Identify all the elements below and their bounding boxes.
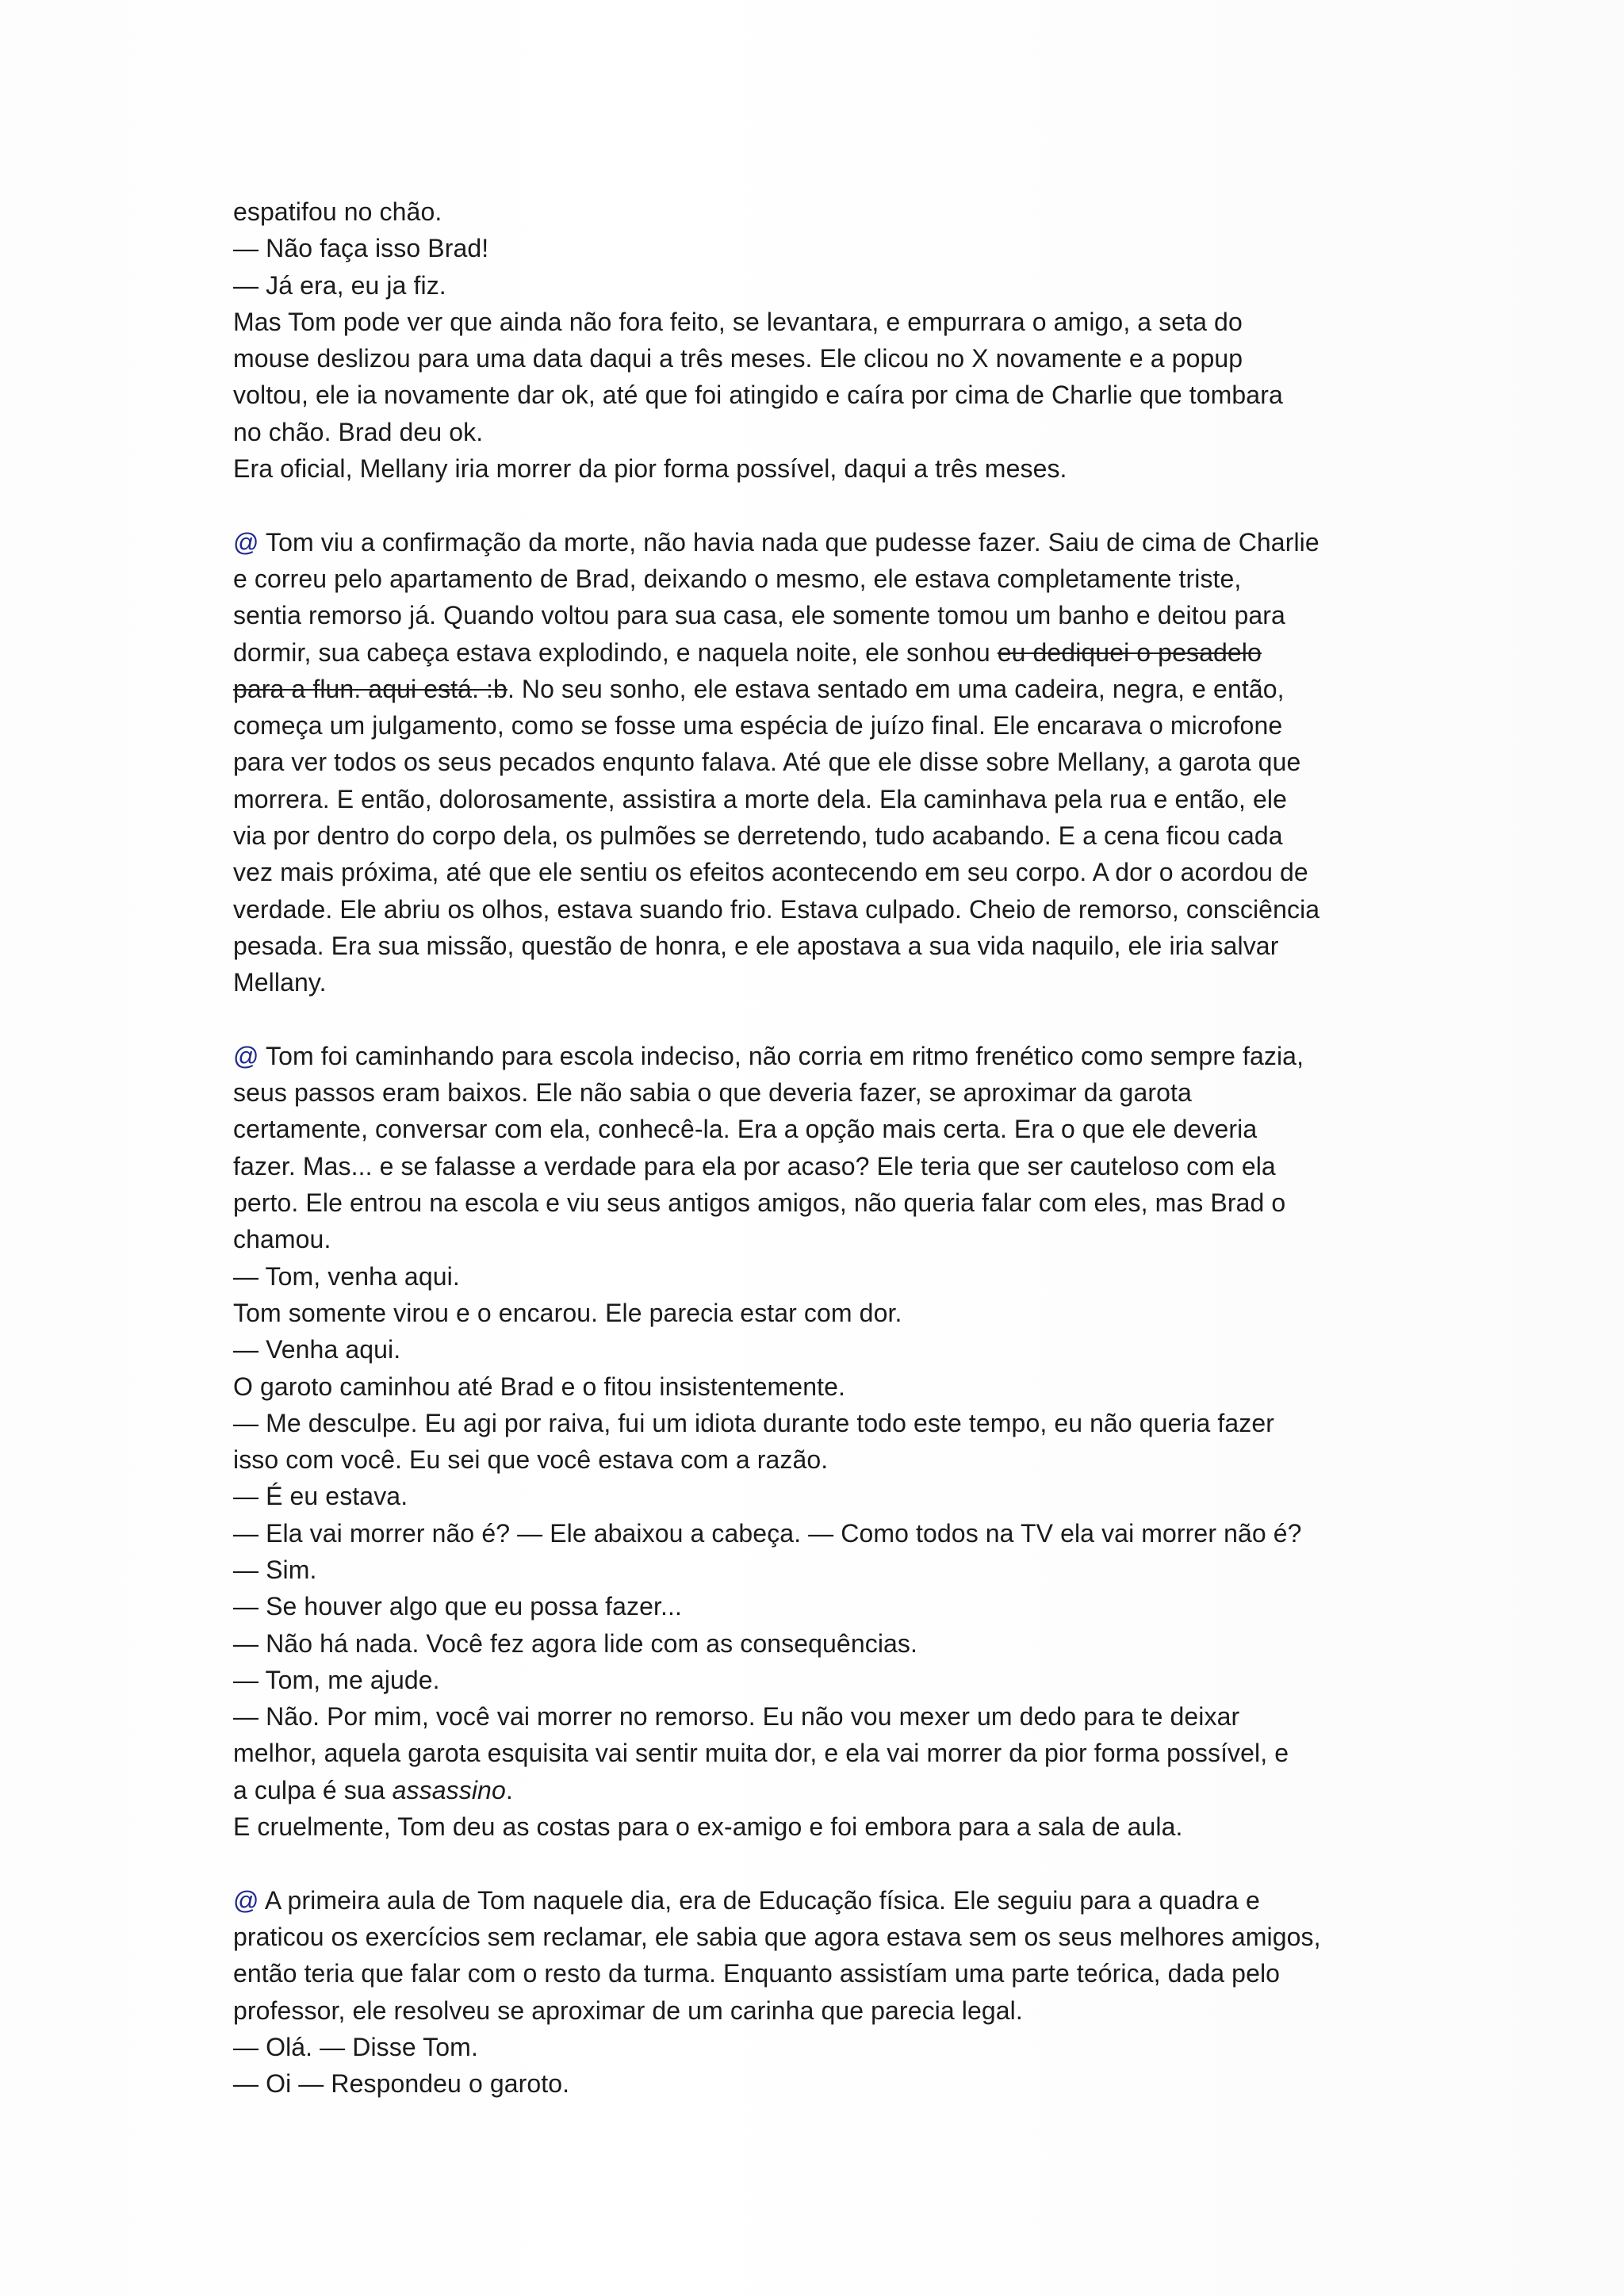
line-text: Mas Tom pode ver que ainda não fora feito, se levantara, e empurrara o amigo, a seta do bbox=[233, 307, 1243, 336]
line-text: chamou. bbox=[233, 1225, 331, 1254]
text-line bbox=[233, 1368, 1399, 1405]
text-line bbox=[233, 340, 1399, 377]
strikethrough-text: eu dediquei o pesadelo bbox=[997, 637, 1262, 667]
text-line bbox=[233, 377, 1399, 413]
text-line bbox=[233, 1588, 1399, 1624]
text-line bbox=[233, 267, 1399, 304]
text-line bbox=[233, 1295, 1399, 1331]
line-text: — Sim. bbox=[233, 1555, 317, 1584]
text-line bbox=[233, 1148, 1399, 1184]
line-text: para ver todos os seus pecados enqunto falava. Até que ele disse sobre Mellany, a garota que bbox=[233, 748, 1301, 777]
line-text: no chão. Brad deu ok. bbox=[233, 417, 484, 446]
line-text: melhor, aquela garota esquisita vai sentir muita dor, e ela vai morrer da pior forma possível, e bbox=[233, 1739, 1289, 1768]
text-line bbox=[233, 1882, 1399, 1919]
line-text: dormir, sua cabeça estava explodindo, e naquela noite, ele sonhou bbox=[233, 637, 998, 667]
line-text: então teria que falar com o resto da turma. Enquanto assistíam uma parte teórica, dada pelo bbox=[233, 1959, 1281, 1988]
line-text: — Olá. — Disse Tom. bbox=[233, 2032, 478, 2061]
text-line bbox=[233, 1038, 1399, 1074]
line-text: a culpa é sua bbox=[233, 1775, 393, 1804]
line-text: O garoto caminhou até Brad e o fitou insistentemente. bbox=[233, 1372, 845, 1401]
line-text: sentia remorso já. Quando voltou para sua casa, ele somente tomou um banho e deitou para bbox=[233, 601, 1285, 630]
line-text: — Se houver algo que eu possa fazer... bbox=[233, 1592, 682, 1621]
text-line bbox=[233, 1405, 1399, 1441]
line-text: — Oi — Respondeu o garoto. bbox=[233, 2069, 570, 2099]
text-line bbox=[233, 1184, 1399, 1221]
line-text: — Não. Por mim, você vai morrer no remorso. Eu não vou mexer um dedo para te deixar bbox=[233, 1702, 1240, 1732]
text-line bbox=[233, 671, 1399, 707]
text-line bbox=[233, 1919, 1399, 1955]
text-line bbox=[233, 964, 1399, 1001]
line-text: pesada. Era sua missão, questão de honra, e ele apostava a sua vida naquilo, ele iria salvar bbox=[233, 931, 1279, 960]
text-line bbox=[233, 1258, 1399, 1295]
text-line bbox=[233, 854, 1399, 890]
line-text: — Ela vai morrer não é? — Ele abaixou a cabeça. — Como todos na TV ela vai morrer não é? bbox=[233, 1518, 1302, 1548]
line-text: mouse deslizou para uma data daqui a três meses. Ele clicou no X novamente e a popup bbox=[233, 344, 1243, 373]
line-text: Era oficial, Mellany iria morrer da pior forma possível, daqui a três meses. bbox=[233, 454, 1067, 484]
text-line bbox=[233, 1698, 1399, 1735]
text-line bbox=[233, 1992, 1399, 2029]
line-text: — Venha aqui. bbox=[233, 1335, 401, 1364]
line-text-end: . bbox=[505, 1775, 513, 1804]
text-line bbox=[233, 2029, 1399, 2065]
paragraph-gap bbox=[233, 487, 1399, 523]
text-line bbox=[233, 1221, 1399, 1257]
text-line bbox=[233, 744, 1399, 780]
strikethrough-text: para a flun. aqui está. :b bbox=[233, 674, 508, 703]
line-text: perto. Ele entrou na escola e viu seus antigos amigos, não queria falar com eles, mas Brad o bbox=[233, 1188, 1286, 1218]
line-text: morrera. E então, dolorosamente, assistira a morte dela. Ela caminhava pela rua e então, ele bbox=[233, 784, 1288, 813]
text-line bbox=[233, 817, 1399, 854]
text-line bbox=[233, 1808, 1399, 1845]
line-text: — Tom, venha aqui. bbox=[233, 1261, 460, 1291]
line-text: Tom viu a confirmação da morte, não havia nada que pudesse fazer. Saiu de cima de Charlie bbox=[259, 527, 1320, 557]
line-text: e correu pelo apartamento de Brad, deixando o mesmo, ele estava completamente triste, bbox=[233, 564, 1242, 593]
line-text: — Já era, eu ja fiz. bbox=[233, 270, 446, 300]
text-line bbox=[233, 1662, 1399, 1698]
text-line bbox=[233, 928, 1399, 964]
text-line bbox=[233, 1074, 1399, 1111]
line-text: — É eu estava. bbox=[233, 1482, 408, 1511]
text-line bbox=[233, 414, 1399, 450]
line-text: Mellany. bbox=[233, 968, 327, 997]
text-line bbox=[233, 1955, 1399, 1992]
line-text: voltou, ele ia novamente dar ok, até que foi atingido e caíra por cima de Charlie que tombara bbox=[233, 381, 1283, 410]
line-text: — Não faça isso Brad! bbox=[233, 234, 489, 263]
line-text: Tom somente virou e o encarou. Ele parecia estar com dor. bbox=[233, 1298, 902, 1327]
text-line bbox=[233, 891, 1399, 928]
line-text: começa um julgamento, como se fosse uma espécia de juízo final. Ele encarava o microfone bbox=[233, 711, 1283, 740]
line-text: via por dentro do corpo dela, os pulmões se derretendo, tudo acabando. E a cena ficou cada bbox=[233, 821, 1283, 851]
text-line bbox=[233, 1478, 1399, 1514]
text-line bbox=[233, 634, 1399, 671]
line-text: verdade. Ele abriu os olhos, estava suando frio. Estava culpado. Cheio de remorso, consciência bbox=[233, 894, 1320, 924]
line-text: — Não há nada. Você fez agora lide com as consequências. bbox=[233, 1628, 918, 1658]
line-text: A primeira aula de Tom naquele dia, era de Educação física. Ele seguiu para a quadra e bbox=[259, 1885, 1260, 1915]
text-line bbox=[233, 561, 1399, 597]
text-line bbox=[233, 304, 1399, 340]
text-line bbox=[233, 1552, 1399, 1588]
italic-text: assassino bbox=[392, 1775, 506, 1804]
text-line bbox=[233, 597, 1399, 633]
paragraph-marker: @ bbox=[233, 1041, 259, 1070]
line-text: E cruelmente, Tom deu as costas para o ex-amigo e foi embora para a sala de aula. bbox=[233, 1812, 1183, 1842]
text-line bbox=[233, 524, 1399, 561]
line-text: Tom foi caminhando para escola indeciso, não corria em ritmo frenético como sempre fazia, bbox=[259, 1041, 1304, 1070]
line-text: vez mais próxima, até que ele sentiu os efeitos acontecendo em seu corpo. A dor o acordou de bbox=[233, 858, 1308, 887]
line-text: . No seu sonho, ele estava sentado em uma cadeira, negra, e então, bbox=[507, 674, 1285, 703]
text-line bbox=[233, 1515, 1399, 1552]
text-line bbox=[233, 1625, 1399, 1662]
paragraph-gap bbox=[233, 1845, 1399, 1881]
text-line bbox=[233, 1441, 1399, 1478]
text-line bbox=[233, 1111, 1399, 1147]
text-line bbox=[233, 193, 1399, 230]
line-text: seus passos eram baixos. Ele não sabia o que deveria fazer, se aproximar da garota bbox=[233, 1078, 1192, 1108]
text-line bbox=[233, 1331, 1399, 1368]
line-text: praticou os exercícios sem reclamar, ele sabia que agora estava sem os seus melhores amigos, bbox=[233, 1922, 1321, 1951]
document-body bbox=[233, 193, 1399, 2102]
text-line bbox=[233, 230, 1399, 266]
line-text: professor, ele resolveu se aproximar de um carinha que parecia legal. bbox=[233, 1996, 1023, 2025]
text-line bbox=[233, 2065, 1399, 2102]
line-text: — Me desculpe. Eu agi por raiva, fui um idiota durante todo este tempo, eu não queria fazer bbox=[233, 1408, 1274, 1437]
line-text: fazer. Mas... e se falasse a verdade para ela por acaso? Ele teria que ser cauteloso com ela bbox=[233, 1151, 1276, 1181]
line-text: espatifou no chão. bbox=[233, 197, 442, 226]
text-line bbox=[233, 450, 1399, 487]
line-text: certamente, conversar com ela, conhecê-la. Era a opção mais certa. Era o que ele deveria bbox=[233, 1115, 1258, 1144]
text-line bbox=[233, 1772, 1399, 1808]
paragraph-marker: @ bbox=[233, 1885, 259, 1915]
paragraph-marker: @ bbox=[233, 527, 259, 557]
line-text: — Tom, me ajude. bbox=[233, 1665, 440, 1694]
text-line bbox=[233, 707, 1399, 744]
line-text: isso com você. Eu sei que você estava com a razão. bbox=[233, 1445, 829, 1475]
text-line bbox=[233, 781, 1399, 817]
paragraph-gap bbox=[233, 1001, 1399, 1038]
text-line bbox=[233, 1735, 1399, 1771]
